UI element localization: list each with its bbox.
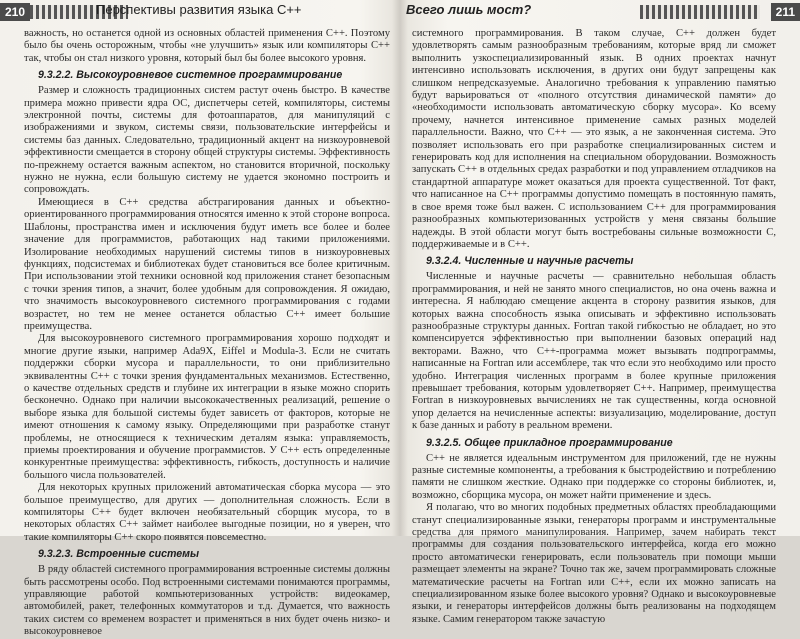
body-paragraph: Имеющиеся в С++ средства абстрагирования данных и объектно-ориентированного программирования относятся именно к этой стороне вопроса. Шаблоны, пространства имен и исключения будут иметь все более и более значение для программистов, работающих над такими приложениями. Изолирование необходимых нарушений системы типов в низкоуровневых функциях, подсистемах и библиотеках будет становиться все более критичным. При использовании этой техники основной код приложения станет безопасным с точки зрения типов, а значит, более удобным для сопровождения. Я ожидаю, что значимость высокоуровневого системного программирования с годами возрастет, но тем не менее останется областью С++ имеет большие преимущества. bbox=[24, 196, 390, 332]
body-paragraph: Для высокоуровневого системного программирования хорошо подходят и многие другие языки, например Ada9X, Eiffel и Modula-3. Если не считать поддержки сборки мусора и параллельности, то они приблизительно эквивалентны С++ с точки зрения фундаментальных механизмов. Естественно, о качестве отдельных средств и глубине их интеграции в языке можно спорить бесконечно. Однако при наличии высококачественных реализаций, решение о выборе языка для большой системы будет зависеть от факторов, которые не имеют отношения к самому языку. Определяющими при разработке станут проблемы, не относящиеся к техническим деталям языка: управляемость, приемы проектирования и обучение программистов. У С++ есть определенные конкурентные преимущества: эффективность, гибкость, доступность и наличие большого числа пользователей. bbox=[24, 333, 390, 481]
right-page bbox=[404, 0, 800, 625]
left-page bbox=[0, 0, 398, 638]
body-paragraph: С++ не является идеальным инструментом для приложений, где не нужны разные системные компоненты, а требования к быстродействию и потреблению памяти не слишком жесткие. Однако при поддержке со стороны библиотек, и, возможно, сборщика мусора, он может найти применение и здесь. bbox=[412, 452, 776, 501]
body-paragraph: системного программирования. В таком случае, С++ должен будет удовлетворять самым разнообразным требованиям, которые вряд ли сможет выполнить узкоспециализированный язык. В одних проектах начнут интенсивно использовать исключения, в других они будут запрещены как слишком непредсказуемые. Аналогично требования к управлению памятью будут варьироваться от «полного отсутствия динамической памяти» до «необходимости использовать автоматическую сборку мусора». Ко всему прочему, начнется интенсивное применение самых разных моделей параллельности. Важно, что С++ — это язык, а не законченная система. Это позволяет использовать его при разработке специализированных систем и генерировать код для исполнения на специальном оборудовании. Возможность запускать С++ в отдельных средах разработки и под управлением отладчиков на стандартной аппаратуре может оказаться для проекта существенной. Тот факт, что написанное на С++ программы допустимо помещать в постоянную память, в свое время тоже был важен. С использованием С++ для программирования разнообразных компьютеризованных устройств у меня связаны большие надежды. В этой области могут быть востребованы сильные возможности С, поддерживаемые и в С++. bbox=[412, 28, 776, 250]
body-paragraph: Размер и сложность традиционных систем растут очень быстро. В качестве примера можно привести ядра ОС, диспетчеры сетей, компиляторы, системы электронной почты, системы для фотоаппаратов, для манипуляций с изображениями и звуком, системы связи, пользовательские интерфейсы и системы баз данных. Следовательно, традиционный акцент на низкоуровневой эффективности смещается в сторону общей структуры системы. Эффективность по-прежнему остается важным аспектом, но становится вторичной, поскольку нужно не нужна, если большую систему не удается экономно построить и сопровождать. bbox=[24, 85, 390, 196]
header-decoration bbox=[640, 5, 760, 19]
body-paragraph: Я полагаю, что во многих подобных предметных областях преобладающими станут специализированные языки, генераторы программ и инструментальные средства для прямого манипулирования. Например, зачем набирать текст программы для создания пользовательского интерфейса, когда его можно просто автоматически генерировать, если пользователь при помощи мыши размещает элементы на экране? Точно так же, зачем программировать сложные математические расчеты на Fortran или С++, если их можно записать на специализированном языке более высокого уровня? Однако и высокоуровневые языки, и генераторы интерфейсов должны быть реализованы на подходящем языке. Самим генератором также зачастую bbox=[412, 502, 776, 625]
right-page-header bbox=[404, 0, 800, 24]
right-page-body bbox=[412, 28, 776, 626]
section-heading: 9.3.2.2. Высокоуровневое системное программирование bbox=[38, 69, 343, 82]
left-page-body bbox=[24, 28, 390, 639]
body-paragraph: Численные и научные расчеты — сравнительно небольшая область программирования, и ней не занято много специалистов, но она очень важна и интересна. Я наблюдаю смещение акцента в сторону развития языков, для которых важна способность языка описывать и эффективно использовать разнообразные структуры данных. Fortran такой гибкостью не обладает, но это компенсируется эффективностью при выполнении базовых операций над векторами. Важно, что С++-программа может вызывать подпрограммы, написанные на Fortran или ассемблере, так что если это необходимо или просто удобно. Интеграция численных программ в более крупные приложения превышает требования, которым удовлетворяет С++. Например, преимущества Fortran в низкоуровневых вычислениях не так существенны, когда основной упор делается на нечисленные аспекты: визуализацию, моделирование, доступ к базе данных и работу в реальном времени. bbox=[412, 271, 776, 432]
body-paragraph: важность, но останется одной из основных областей применения С++. Поэтому было бы очень осторожным, чтобы «не улучшить» язык или компиляторы С++ так, чтобы он стал низкого уровня, который был бы более высокого уровня. bbox=[24, 28, 390, 64]
left-page-number: 210 bbox=[0, 3, 30, 21]
right-running-title: Всего лишь мост? bbox=[406, 2, 532, 17]
left-running-title: Перспективы развития языка С++ bbox=[96, 2, 302, 17]
right-page-number: 211 bbox=[771, 3, 800, 21]
section-heading: 9.3.2.3. Встроенные системы bbox=[38, 548, 200, 561]
left-page-header bbox=[0, 0, 398, 24]
section-heading: 9.3.2.5. Общее прикладное программирование bbox=[426, 436, 673, 449]
section-heading: 9.3.2.4. Численные и научные расчеты bbox=[426, 255, 634, 268]
body-paragraph: В ряду областей системного программирования встроенные системы должны быть рассмотрены особо. Под встроенными системами понимаются программы, управляющие работой компьютеризованных устройств: видеокамер, автомобилей, ракет, телефонных коммутаторов и т.д. Думается, что важность таких систем со временем возрастет и применяться в них будет очень низко- и высокоуровневое bbox=[24, 564, 390, 638]
body-paragraph: Для некоторых крупных приложений автоматическая сборка мусора — это большое преимущество, для других — дополнительная сложность. Если в компиляторы С++ будет включен необязательный сборщик мусора, то в некоторых областях С++ займет наиболее выгодные позиции, но я уверен, что такие компиляторы С++ скоро появятся повсеместно. bbox=[24, 482, 390, 543]
